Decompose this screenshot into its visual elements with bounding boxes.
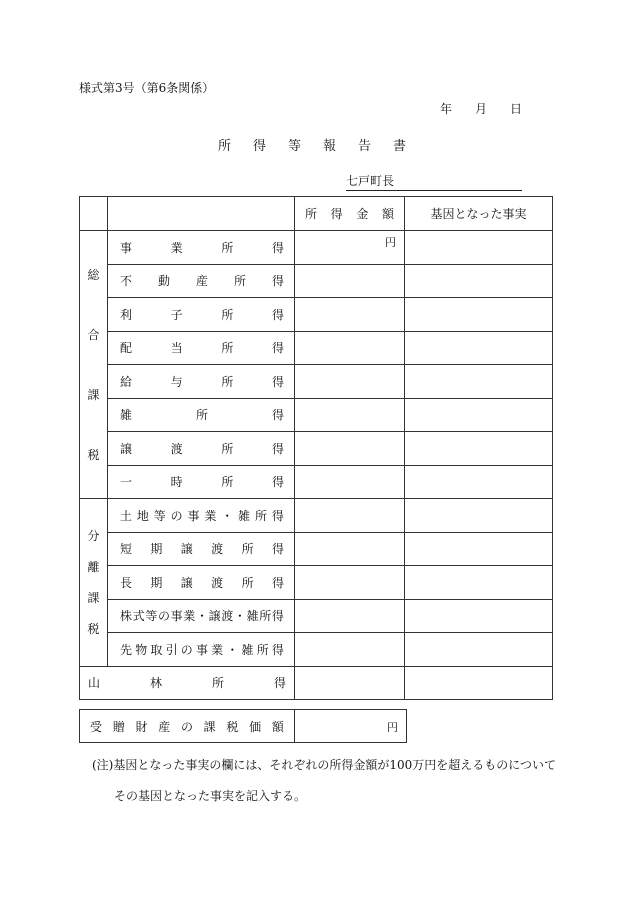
label-char: 一 [120, 475, 133, 490]
label-char: 渡 [211, 542, 224, 557]
income-type-label [108, 231, 295, 265]
label-char: 先 [120, 642, 133, 657]
label-char: 雑 [241, 642, 254, 657]
group-label-char: 合 [87, 328, 100, 342]
label-char: 得 [271, 408, 284, 423]
group-label-char: 税 [87, 622, 100, 637]
cause-input-cell[interactable] [405, 298, 553, 332]
date-month-label: 月 [474, 102, 487, 116]
income-type-label [108, 264, 295, 298]
label-char: ・ [195, 609, 208, 624]
label-char: 所 [221, 374, 234, 389]
title-char: 書 [392, 139, 406, 154]
label-char: ・ [221, 508, 234, 523]
label-char: の [180, 719, 193, 734]
label-char: 業 [170, 240, 183, 255]
label-char: 価 [249, 719, 262, 734]
income-type-label [108, 331, 295, 365]
label-char: ・ [226, 642, 239, 657]
cause-input-cell[interactable] [405, 532, 553, 566]
yen-unit-label: 円 [387, 721, 398, 734]
table-row [80, 398, 553, 432]
label-char: 得 [271, 475, 284, 490]
table-row [80, 365, 553, 399]
cause-input-cell[interactable] [405, 365, 553, 399]
title-char: 所 [218, 139, 232, 154]
document-title [218, 135, 406, 154]
table-header-row [80, 197, 553, 231]
label-char: 等 [153, 508, 166, 523]
cause-input-cell[interactable] [405, 633, 553, 667]
amount-input-cell[interactable] [295, 264, 405, 298]
label-char: 所 [255, 508, 268, 523]
amount-input-cell[interactable] [295, 532, 405, 566]
label-char: 土 [120, 508, 133, 523]
label-char: 得 [271, 508, 284, 523]
label-char: 得 [271, 307, 284, 322]
amount-input-cell[interactable] [295, 231, 405, 265]
cause-input-cell[interactable] [405, 499, 553, 533]
amount-input-cell[interactable] [295, 599, 405, 633]
label-char: 所 [233, 274, 246, 289]
label-char: 所 [195, 408, 208, 423]
label-char: 事 [120, 240, 133, 255]
note-line-2: その基因となった事実を記入する。 [114, 789, 307, 803]
income-type-label [108, 633, 295, 667]
header-char: 得 [330, 207, 343, 221]
income-type-label [108, 365, 295, 399]
label-char: 事 [170, 609, 183, 624]
label-char: 税 [226, 719, 239, 734]
amount-input-cell[interactable] [295, 566, 405, 600]
cause-input-cell[interactable] [405, 331, 553, 365]
label-char: 所 [221, 441, 234, 456]
label-char: 所 [221, 240, 234, 255]
header-char: 額 [381, 207, 394, 221]
gift-taxable-value-label [80, 710, 295, 743]
label-char: 業 [204, 508, 217, 523]
cause-fact-header: 基因となった事実 [405, 197, 553, 231]
label-char: 得 [271, 374, 284, 389]
label-char: 期 [150, 542, 163, 557]
label-char: 地 [136, 508, 149, 523]
label-char: 雑 [246, 609, 259, 624]
group-label-char: 課 [87, 591, 100, 606]
label-char: 渡 [170, 441, 183, 456]
label-char: 引 [165, 642, 178, 657]
gift-amount-input-cell[interactable] [295, 710, 407, 743]
label-char: 贈 [112, 719, 125, 734]
label-char: 得 [271, 441, 284, 456]
date-day-label: 日 [509, 102, 522, 116]
income-type-label [108, 499, 295, 533]
title-char: 告 [357, 139, 371, 154]
sanrin-income-label [80, 666, 295, 700]
label-char: の [170, 508, 183, 523]
header-char: 金 [356, 207, 369, 221]
table-row [80, 231, 553, 265]
label-char: 与 [170, 374, 183, 389]
group-label-char: 総 [87, 268, 100, 282]
label-char: 所 [241, 542, 254, 557]
label-char: 所 [259, 609, 272, 624]
group-label-char: 課 [87, 388, 100, 402]
label-char: 渡 [221, 609, 234, 624]
label-char: 等 [145, 609, 158, 624]
cause-input-cell[interactable] [405, 398, 553, 432]
table-row [80, 666, 553, 700]
note-line-1: (注)基因となった事実の欄には、それぞれの所得金額が100万円を超えるものについて [92, 758, 557, 772]
amount-input-cell[interactable] [295, 465, 405, 499]
label-char: 所 [211, 676, 224, 691]
label-char: 得 [271, 341, 284, 356]
form-number: 様式第3号（第6条関係） [79, 81, 215, 95]
amount-input-cell[interactable] [295, 298, 405, 332]
label-char: 時 [170, 475, 183, 490]
income-type-label [108, 432, 295, 466]
label-char: 雑 [120, 408, 133, 423]
income-type-label [108, 599, 295, 633]
cause-input-cell[interactable] [405, 465, 553, 499]
income-amount-header [295, 197, 405, 231]
label-char: 得 [271, 575, 284, 590]
label-char: 業 [211, 642, 224, 657]
label-char: 産 [195, 274, 208, 289]
label-char: 所 [256, 642, 269, 657]
label-char: 株 [120, 609, 133, 624]
group-label-char: 税 [87, 448, 100, 462]
header-char: 所 [305, 207, 318, 221]
label-char: 譲 [180, 542, 193, 557]
cause-input-cell[interactable] [405, 231, 553, 265]
label-char: 子 [170, 307, 183, 322]
label-char: 事 [187, 508, 200, 523]
label-char: 配 [120, 341, 133, 356]
header-blank-cell [108, 197, 295, 231]
label-char: 短 [120, 542, 133, 557]
label-char: 財 [135, 719, 148, 734]
label-char: 不 [120, 274, 133, 289]
table-row [80, 710, 407, 743]
table-row [80, 331, 553, 365]
table-row [80, 599, 553, 633]
label-char: 受 [90, 719, 103, 734]
label-char: 得 [271, 240, 284, 255]
comprehensive-taxation-label [80, 231, 108, 499]
separate-taxation-label [80, 499, 108, 667]
label-char: 長 [120, 575, 133, 590]
label-char: 得 [273, 676, 286, 691]
label-char: 渡 [211, 575, 224, 590]
label-char: 業 [183, 609, 196, 624]
table-row [80, 532, 553, 566]
label-char: 雑 [238, 508, 251, 523]
cause-input-cell[interactable] [405, 566, 553, 600]
label-char: の [180, 642, 193, 657]
table-row [80, 264, 553, 298]
label-char: 所 [241, 575, 254, 590]
label-char: 給 [120, 374, 133, 389]
amount-input-cell[interactable] [295, 398, 405, 432]
table-row [80, 633, 553, 667]
label-char: 所 [221, 475, 234, 490]
cause-input-cell[interactable] [405, 432, 553, 466]
income-type-label [108, 398, 295, 432]
cause-input-cell[interactable] [405, 666, 553, 700]
title-char: 報 [322, 139, 336, 154]
label-char: 得 [271, 542, 284, 557]
income-type-label [108, 465, 295, 499]
title-char: 等 [287, 139, 301, 154]
income-type-label [108, 298, 295, 332]
label-char: の [157, 609, 170, 624]
amount-input-cell[interactable] [295, 365, 405, 399]
group-label-char: 離 [87, 560, 100, 575]
income-type-label [108, 532, 295, 566]
cause-input-cell[interactable] [405, 264, 553, 298]
table-row [80, 432, 553, 466]
date-line [440, 100, 522, 117]
label-char: 所 [221, 307, 234, 322]
income-table [79, 196, 553, 700]
addressee: 七戸町長 [346, 172, 522, 191]
table-row [80, 566, 553, 600]
gift-tax-table [79, 709, 407, 743]
label-char: 当 [170, 341, 183, 356]
header-blank-cell [80, 197, 108, 231]
label-char: 譲 [180, 575, 193, 590]
cause-input-cell[interactable] [405, 599, 553, 633]
label-char: 林 [149, 676, 162, 691]
date-year-label: 年 [440, 102, 453, 116]
label-char: 得 [271, 609, 284, 624]
amount-input-cell[interactable] [295, 331, 405, 365]
label-char: 式 [132, 609, 145, 624]
group-label-char: 分 [87, 529, 100, 544]
label-char: 物 [135, 642, 148, 657]
label-char: 事 [195, 642, 208, 657]
label-char: 産 [158, 719, 171, 734]
label-char: 利 [120, 307, 133, 322]
label-char: 課 [203, 719, 216, 734]
title-char: 得 [252, 139, 266, 154]
table-row [80, 298, 553, 332]
label-char: 取 [150, 642, 163, 657]
label-char: 山 [88, 676, 101, 691]
income-type-label [108, 566, 295, 600]
amount-input-cell[interactable] [295, 633, 405, 667]
label-char: 額 [271, 719, 284, 734]
label-char: 所 [221, 341, 234, 356]
label-char: 動 [157, 274, 170, 289]
amount-input-cell[interactable] [295, 432, 405, 466]
amount-input-cell[interactable] [295, 499, 405, 533]
label-char: 譲 [208, 609, 221, 624]
table-row [80, 499, 553, 533]
label-char: 得 [271, 274, 284, 289]
label-char: 譲 [120, 441, 133, 456]
yen-unit-label: 円 [385, 236, 396, 249]
table-row [80, 465, 553, 499]
amount-input-cell[interactable] [295, 666, 405, 700]
label-char: ・ [233, 609, 246, 624]
label-char: 期 [150, 575, 163, 590]
label-char: 得 [271, 642, 284, 657]
